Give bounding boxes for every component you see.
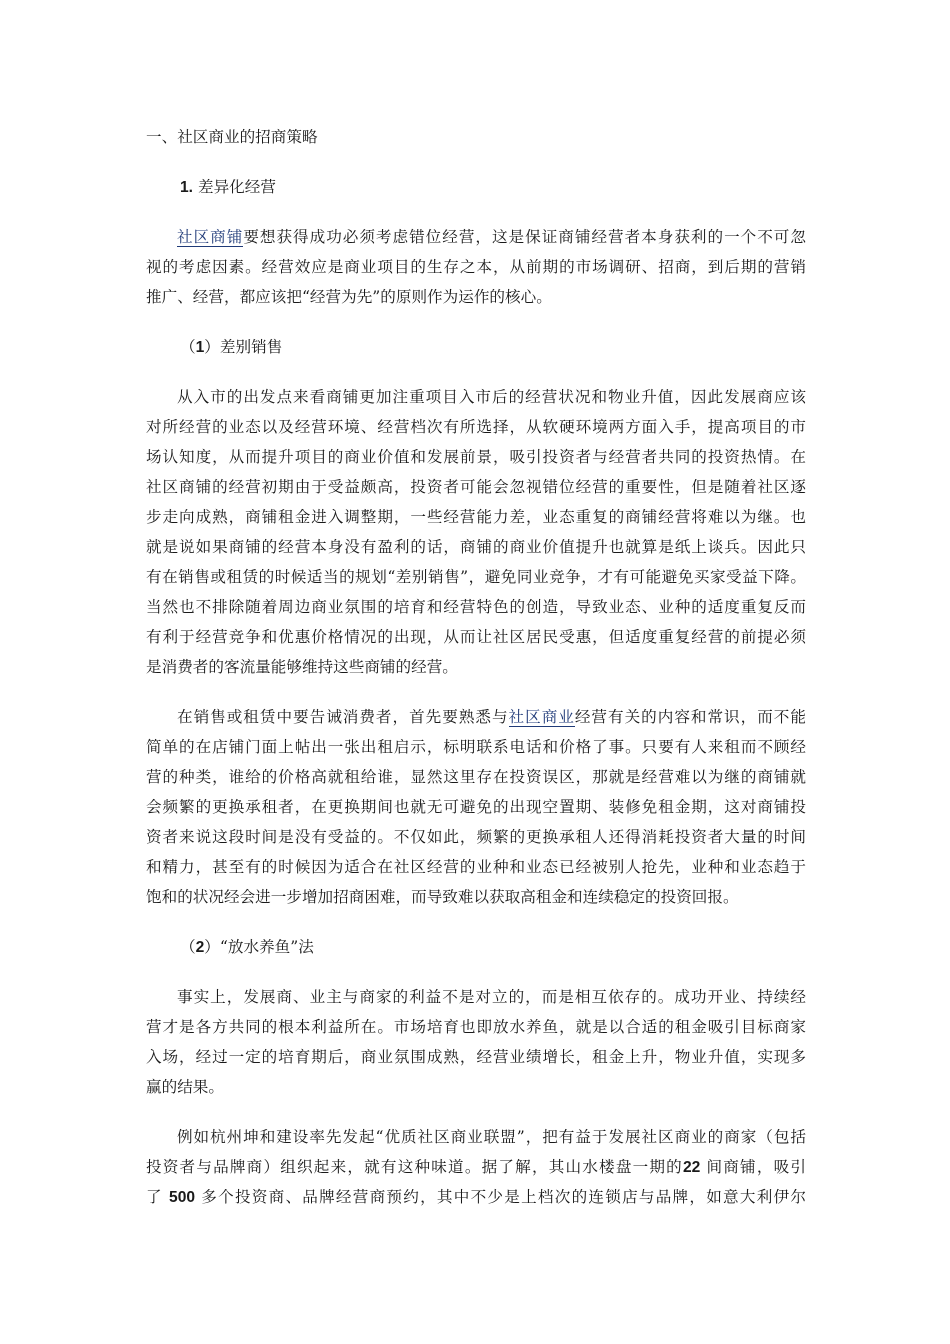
paragraph-line: 是消费者的客流量能够维持这些商铺的经营。 — [146, 658, 458, 676]
paragraph-line: 在销售或租赁中要告诫消费者，首先要熟悉与社区商业经营有关的内容和常识，而不能 — [177, 708, 806, 726]
paragraph-line: 会频繁的更换承租者，在更换期间也就无可避免的出现空置期、装修免租金期，这对商铺投 — [146, 798, 806, 816]
section-title: 一、社区商业的招商策略 — [146, 128, 318, 146]
paragraph-line: 和精力，甚至有的时候因为适合在社区经营的业种和业态已经被别人抢先，业种和业态趋于 — [146, 858, 806, 876]
point-heading: （1）差别销售 — [180, 338, 283, 356]
paragraph-line: 就是说如果商铺的经营本身没有盈利的话，商铺的商业价值提升也就算是纸上谈兵。因此只 — [146, 538, 806, 556]
paragraph-line: 对所经营的业态以及经营环境、经营档次有所选择，从软硬环境两方面入手，提高项目的市 — [146, 418, 806, 436]
paragraph-differentiated-operation — [146, 222, 806, 312]
paragraph-line: 社区商铺要想获得成功必须考虑错位经营，这是保证商铺经营者本身获利的一个不可忽 — [177, 228, 806, 246]
paragraph-line: 视的考虑因素。经营效应是商业项目的生存之本，从前期的市场调研、招商，到后期的营销 — [146, 258, 806, 276]
paragraph-line: 社区商铺的经营初期由于受益颇高，投资者可能会忽视错位经营的重要性，但是随着社区逐 — [146, 478, 806, 496]
paragraph-leasing-advice — [146, 702, 806, 912]
paragraph-line: 简单的在店铺门面上帖出一张出租启示，标明联系电话和价格了事。只要有人来租而不顾经 — [146, 738, 806, 756]
paragraph-line: 有在销售或租赁的时候适当的规划“差别销售”，避免同业竞争，才有可能避免买家受益下降。 — [146, 568, 806, 586]
paragraph-line: 营的种类，谁给的价格高就租给谁，显然这里存在投资误区，那就是经营难以为继的商铺就 — [146, 768, 806, 786]
paragraph-line: 饱和的状况经会进一步增加招商困难，而导致难以获取高租金和连续稳定的投资回报。 — [146, 888, 739, 906]
subsection-heading: 1. 差异化经营 — [180, 178, 276, 196]
paragraph-line: 当然也不排除随着周边商业氛围的培育和经营特色的创造，导致业态、业种的适度重复反而 — [146, 598, 806, 616]
paragraph-market-cultivation — [146, 982, 806, 1102]
point-heading: （2）“放水养鱼”法 — [180, 938, 314, 956]
paragraph-line: 资者来说这段时间是没有受益的。不仅如此，频繁的更换承租人还得消耗投资者大量的时间 — [146, 828, 806, 846]
paragraph-line: 营才是各方共同的根本利益所在。市场培育也即放水养鱼，就是以合适的租金吸引目标商家 — [146, 1018, 806, 1036]
paragraph-line: 例如杭州坤和建设率先发起“优质社区商业联盟”，把有益于发展社区商业的商家（包括 — [177, 1128, 806, 1146]
paragraph-line: 场认知度，从而提升项目的商业价值和发展前景，吸引投资者与经营者共同的投资热情。在 — [146, 448, 806, 466]
paragraph-line: 步走向成熟，商铺租金进入调整期，一些经营能力差，业态重复的商铺经营将难以为继。也 — [146, 508, 806, 526]
paragraph-line: 赢的结果。 — [146, 1078, 224, 1096]
paragraph-line: 入场，经过一定的培育期后，商业氛围成熟，经营业绩增长，租金上升，物业升值，实现多 — [146, 1048, 806, 1066]
document-body — [146, 122, 806, 1232]
paragraph-line: 事实上，发展商、业主与商家的利益不是对立的，而是相互依存的。成功开业、持续经 — [177, 988, 806, 1006]
paragraph-hangzhou-example — [146, 1122, 806, 1212]
link-community-shop[interactable]: 社区商铺 — [177, 228, 244, 246]
paragraph-differential-sales — [146, 382, 806, 682]
paragraph-line: 了 500 多个投资商、品牌经营商预约，其中不少是上档次的连锁店与品牌，如意大利伊尔 — [146, 1188, 806, 1206]
paragraph-line: 投资者与品牌商）组织起来，就有这种味道。据了解，其山水楼盘一期的22 间商铺，吸引 — [146, 1158, 806, 1176]
paragraph-line: 推广、经营，都应该把“经营为先”的原则作为运作的核心。 — [146, 288, 552, 306]
paragraph-line: 从入市的出发点来看商铺更加注重项目入市后的经营状况和物业升值，因此发展商应该 — [177, 388, 806, 406]
link-community-commerce[interactable]: 社区商业 — [508, 708, 575, 726]
paragraph-line: 有利于经营竞争和优惠价格情况的出现，从而让社区居民受惠，但适度重复经营的前提必须 — [146, 628, 806, 646]
